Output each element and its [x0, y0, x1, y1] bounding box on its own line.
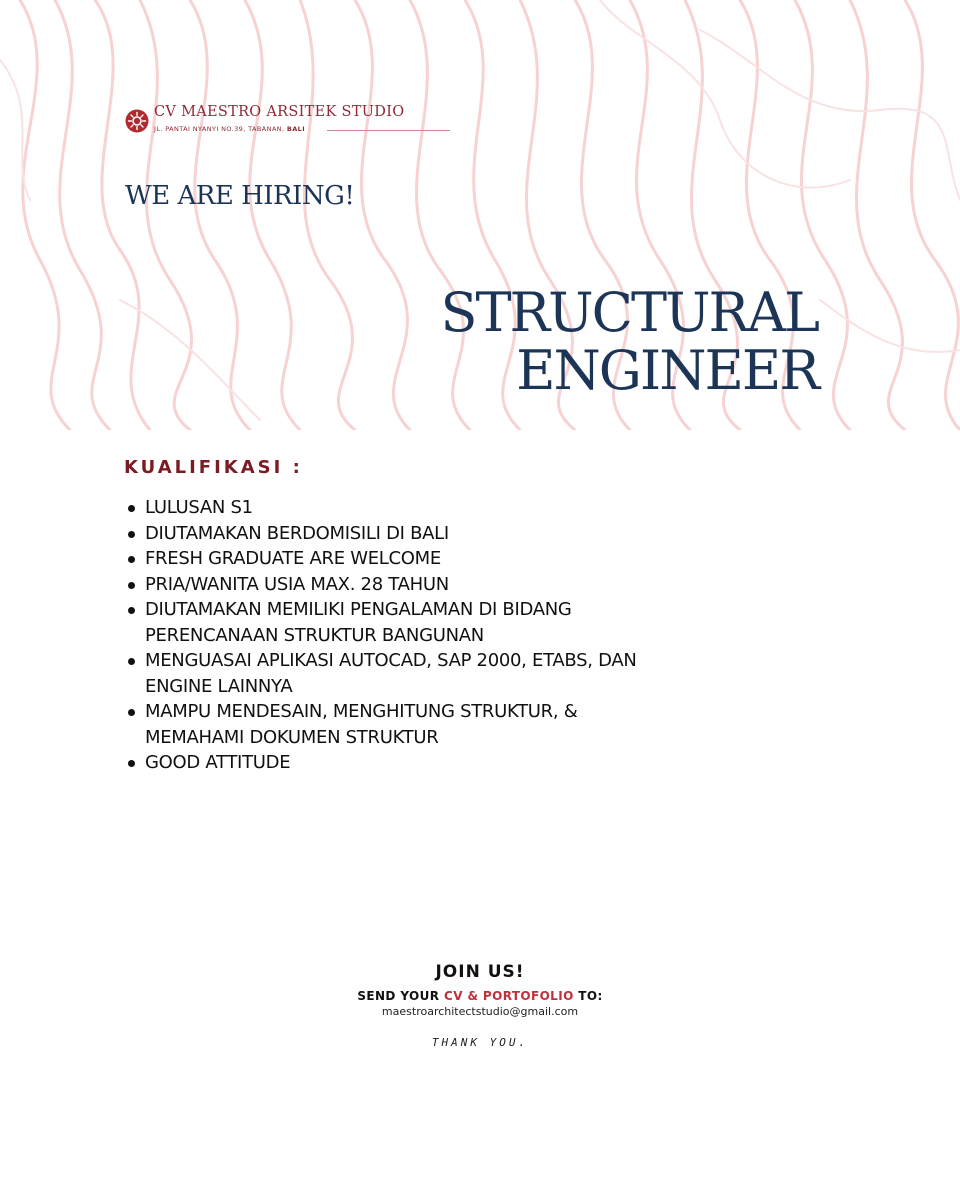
company-address: JL. PANTAI NYANYI NO.39, TABANAN, BALI [154, 125, 306, 133]
address-emphasis: BALI [286, 125, 306, 133]
job-title-line-2: ENGINEER [516, 339, 818, 402]
qualifications-list [145, 495, 705, 776]
list-item: PRIA/WANITA USIA MAX. 28 TAHUN [145, 572, 705, 598]
list-item: DIUTAMAKAN MEMILIKI PENGALAMAN DI BIDANG PERENCANAAN STRUKTUR BANGUNAN [145, 597, 705, 648]
list-item: MENGUASAI APLIKASI AUTOCAD, SAP 2000, ETABS, DAN ENGINE LAINNYA [145, 648, 705, 699]
thank-you-note: THANK YOU. [431, 1036, 529, 1049]
hiring-label: WE ARE HIRING! [125, 181, 355, 211]
qualifications-heading: KUALIFIKASI : [124, 457, 303, 478]
job-title [440, 281, 818, 402]
sun-emblem-icon [125, 109, 149, 133]
list-item: LULUSAN S1 [145, 495, 705, 521]
send-highlight: CV & PORTOFOLIO [443, 989, 574, 1003]
contact-email[interactable]: maestroarchitectstudio@gmail.com [381, 1005, 579, 1018]
list-item: MAMPU MENDESAIN, MENGHITUNG STRUKTUR, & MEMAHAMI DOKUMEN STRUKTUR [145, 699, 705, 750]
company-name: CV MAESTRO ARSITEK STUDIO [154, 104, 405, 120]
job-title-line-1: STRUCTURAL [440, 281, 818, 344]
header-divider [327, 130, 450, 131]
join-us-heading: JOIN US! [435, 962, 525, 982]
list-item: GOOD ATTITUDE [145, 750, 705, 776]
send-instructions: SEND YOUR CV & PORTOFOLIO TO: [357, 989, 603, 1003]
list-item: DIUTAMAKAN BERDOMISILI DI BALI [145, 521, 705, 547]
contact-footer [280, 960, 680, 1049]
list-item: FRESH GRADUATE ARE WELCOME [145, 546, 705, 572]
